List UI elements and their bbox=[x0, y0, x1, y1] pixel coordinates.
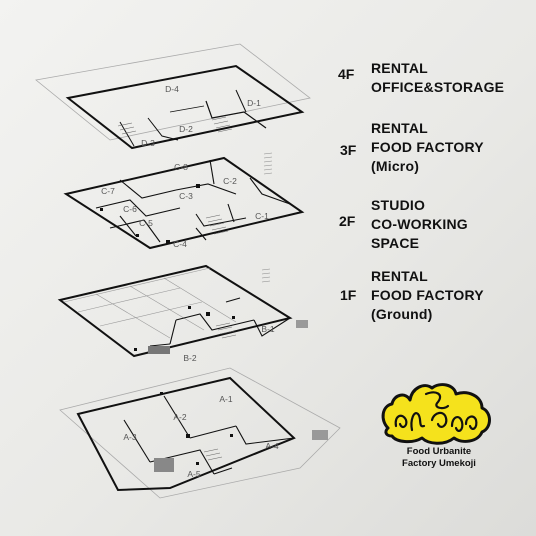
room-label-a1: A-1 bbox=[219, 394, 233, 404]
room-label-c8: C-8 bbox=[174, 162, 188, 172]
room-label-a3: A-3 bbox=[123, 432, 137, 442]
floor-description-3f bbox=[371, 119, 484, 176]
brand-name bbox=[384, 446, 494, 470]
description-line: CO-WORKING bbox=[371, 216, 468, 232]
room-label-c7: C-7 bbox=[101, 186, 115, 196]
description-line: FOOD FACTORY bbox=[371, 139, 484, 155]
floor-1f-hatch bbox=[154, 458, 174, 472]
room-label-c2: C-2 bbox=[223, 176, 237, 186]
room-label-c5: C-5 bbox=[139, 218, 153, 228]
floor-1f-hatch bbox=[312, 430, 328, 440]
room-label-c3: C-3 bbox=[179, 191, 193, 201]
room-label-d2: D-2 bbox=[179, 124, 193, 134]
description-line: RENTAL bbox=[371, 268, 428, 284]
floor-2f-outline bbox=[60, 266, 290, 356]
floor-label-3f: 3F bbox=[340, 142, 357, 158]
floor-description-4f bbox=[371, 59, 504, 97]
room-label-d1: D-1 bbox=[247, 98, 261, 108]
floor-1f-walls bbox=[124, 396, 294, 474]
room-labels bbox=[101, 84, 279, 479]
room-label-b2: B-2 bbox=[183, 353, 197, 363]
room-label-c1: C-1 bbox=[255, 211, 269, 221]
floor-2f-hatch bbox=[148, 346, 170, 354]
floor-description-1f bbox=[371, 267, 484, 324]
description-line: FOOD FACTORY bbox=[371, 287, 484, 303]
floor-3f-walls bbox=[96, 160, 290, 242]
floor-label-4f: 4F bbox=[338, 66, 355, 82]
floor-2f-plan bbox=[60, 266, 308, 356]
description-line: RENTAL bbox=[371, 120, 428, 136]
description-line: STUDIO bbox=[371, 197, 426, 213]
floor-label-2f: 2F bbox=[339, 213, 356, 229]
floor-4f-wall bbox=[170, 106, 204, 112]
floor-2f-side-grille bbox=[262, 269, 270, 282]
room-label-c6: C-6 bbox=[123, 204, 137, 214]
description-line: (Micro) bbox=[371, 158, 420, 174]
description-line: OFFICE&STORAGE bbox=[371, 79, 505, 95]
description-line: (Ground) bbox=[371, 306, 433, 322]
description-line: SPACE bbox=[371, 235, 420, 251]
floor-4f-plan bbox=[36, 44, 310, 148]
room-label-a4: A-4 bbox=[265, 441, 279, 451]
room-label-b1: B-1 bbox=[261, 324, 275, 334]
room-label-c4: C-4 bbox=[173, 239, 187, 249]
room-label-d4: D-4 bbox=[165, 84, 179, 94]
floor-1f-stairs bbox=[204, 449, 222, 460]
brand-logo bbox=[378, 380, 496, 446]
floor-description-2f bbox=[371, 196, 468, 253]
room-label-a5: A-5 bbox=[187, 469, 201, 479]
floor-4f-stairs bbox=[118, 123, 136, 134]
floor-label-1f: 1F bbox=[340, 287, 357, 303]
room-label-a2: A-2 bbox=[173, 412, 187, 422]
brand-name-line: Factory Umekoji bbox=[402, 458, 476, 469]
floor-3f-side-grille bbox=[264, 153, 272, 174]
room-label-d3: D-3 bbox=[141, 138, 155, 148]
floor-4f-wall bbox=[236, 90, 246, 112]
description-line: RENTAL bbox=[371, 60, 428, 76]
brand-name-line: Food Urbanite bbox=[406, 446, 472, 457]
floor-2f-hatch bbox=[296, 320, 308, 328]
